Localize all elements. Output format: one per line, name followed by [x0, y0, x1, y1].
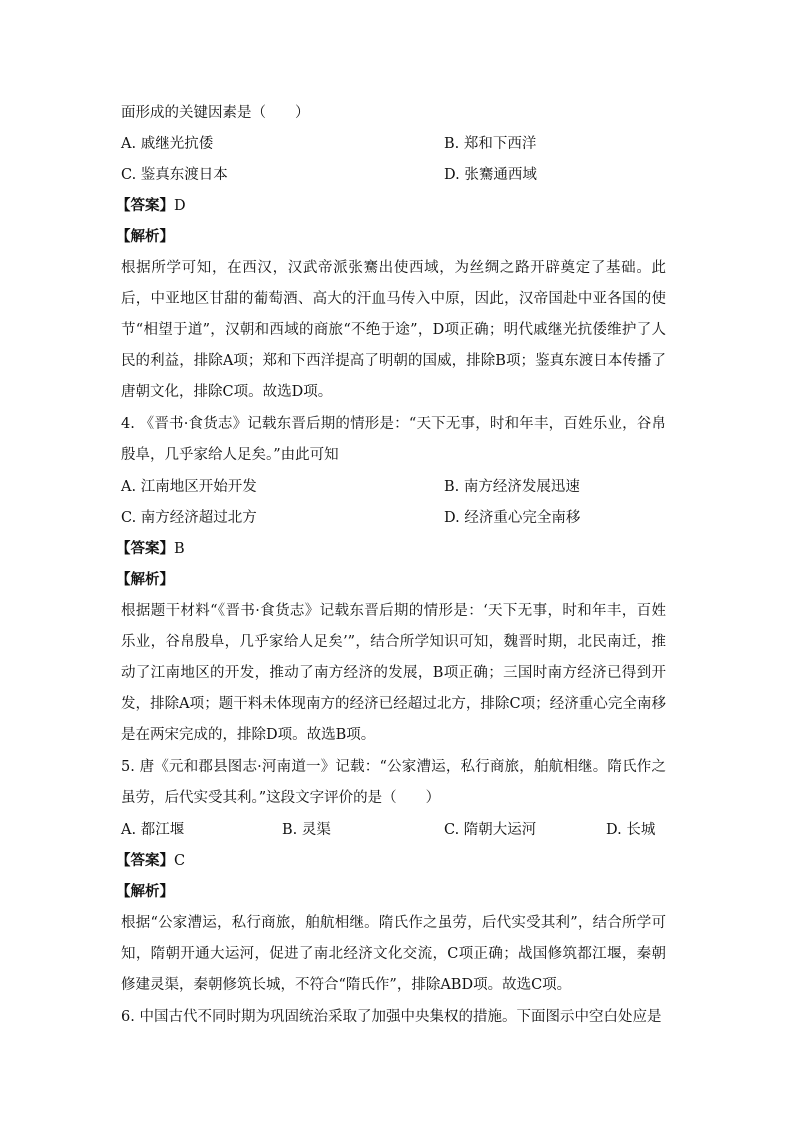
q4-option-b: B. 南方经济发展迅速 [444, 479, 580, 495]
q5-analysis-text: 根据“公家漕运，私行商旅，舶航相继。隋氏作之虽劳，后代实受其利”，结合所学可知，隋朝开通大运河，促进了南北经济文化交流，C项正确；战国修筑都江堰，秦朝修建灵渠，秦朝修筑长城，不符合“隋氏作”，排除ABD项。故选C项。 [121, 915, 666, 993]
q5-analysis-label: 【解析】 [116, 883, 174, 900]
q4-option-a: A. 江南地区开始开发 [121, 479, 257, 495]
answer-value: D [174, 198, 186, 214]
q5-option-d: D. 长城 [606, 822, 656, 838]
q3-option-d: D. 张騫通西域 [444, 167, 537, 183]
q4-analysis-label: 【解析】 [116, 571, 174, 588]
q3-analysis-text: 根据所学可知，在西汉，汉武帝派张騫出使西域，为丝绸之路开辟奠定了基础。此后，中亚地区甘甜的葡萄酒、高大的汗血马传入中原，因此，汉帝国赴中亚各国的使节“相望于道”，汉朝和西域的商旅“不绝于途”，D项正确；明代戚继光抗倭维护了人民的利益，排除A项；郑和下西洋提高了明朝的国威，排除B项；鉴真东渡日本传播了唐朝文化，排除C项。故选D项。 [121, 260, 666, 400]
answer-label: 【答案】 [116, 540, 174, 557]
q5-answer [116, 852, 185, 870]
q3-analysis-label: 【解析】 [116, 228, 174, 245]
q4-analysis-text: 根据题干材料“《晋书·食货志》记载东晋后期的情形是：‘天下无事，时和年丰，百姓乐业，谷帛殷阜，几乎家给人足矣’”，结合所学知识可知，魏晋时期，北民南迁，推动了江南地区的开发，推动了南方经济的发展，B项正确；三国时南方经济已得到开发，排除A项；题干料未体现南方的经济已经超过北方，排除C项；经济重心完全南移是在两宋完成的，排除D项。故选B项。 [121, 603, 666, 743]
q3-option-c: C. 鉴真东渡日本 [121, 167, 228, 183]
q4-answer [116, 540, 185, 558]
answer-label: 【答案】 [116, 197, 174, 214]
q3-answer [116, 197, 186, 215]
q3-option-a: A. 戚继光抗倭 [121, 136, 214, 152]
answer-label: 【答案】 [116, 852, 174, 869]
q3-option-b: B. 郑和下西洋 [444, 136, 537, 152]
q5-stem: 5. 唐《元和郡县图志·河南道一》记载：“公家漕运，私行商旅，舶航相继。隋氏作之虽劳，后代实受其利。”这段文字评价的是（ ） [121, 759, 666, 806]
q5-option-b: B. 灵渠 [282, 822, 331, 838]
q5-option-c: C. 隋朝大运河 [444, 822, 537, 838]
q4-option-c: C. 南方经济超过北方 [121, 510, 257, 526]
answer-value: C [174, 853, 186, 869]
q4-stem: 4. 《晋书·食货志》记载东晋后期的情形是：“天下无事，时和年丰，百姓乐业，谷帛殷阜，几乎家给人足矣。”由此可知 [121, 416, 666, 463]
answer-value: B [174, 541, 185, 557]
q6-stem: 6. 中国古代不同时期为巩固统治采取了加强中央集权的措施。下面图示中空白处应是 [121, 1009, 662, 1025]
q5-option-a: A. 都江堰 [121, 822, 185, 838]
q3-stem-tail: 面形成的关键因素是（ ） [121, 105, 310, 121]
q4-option-d: D. 经济重心完全南移 [444, 510, 581, 526]
